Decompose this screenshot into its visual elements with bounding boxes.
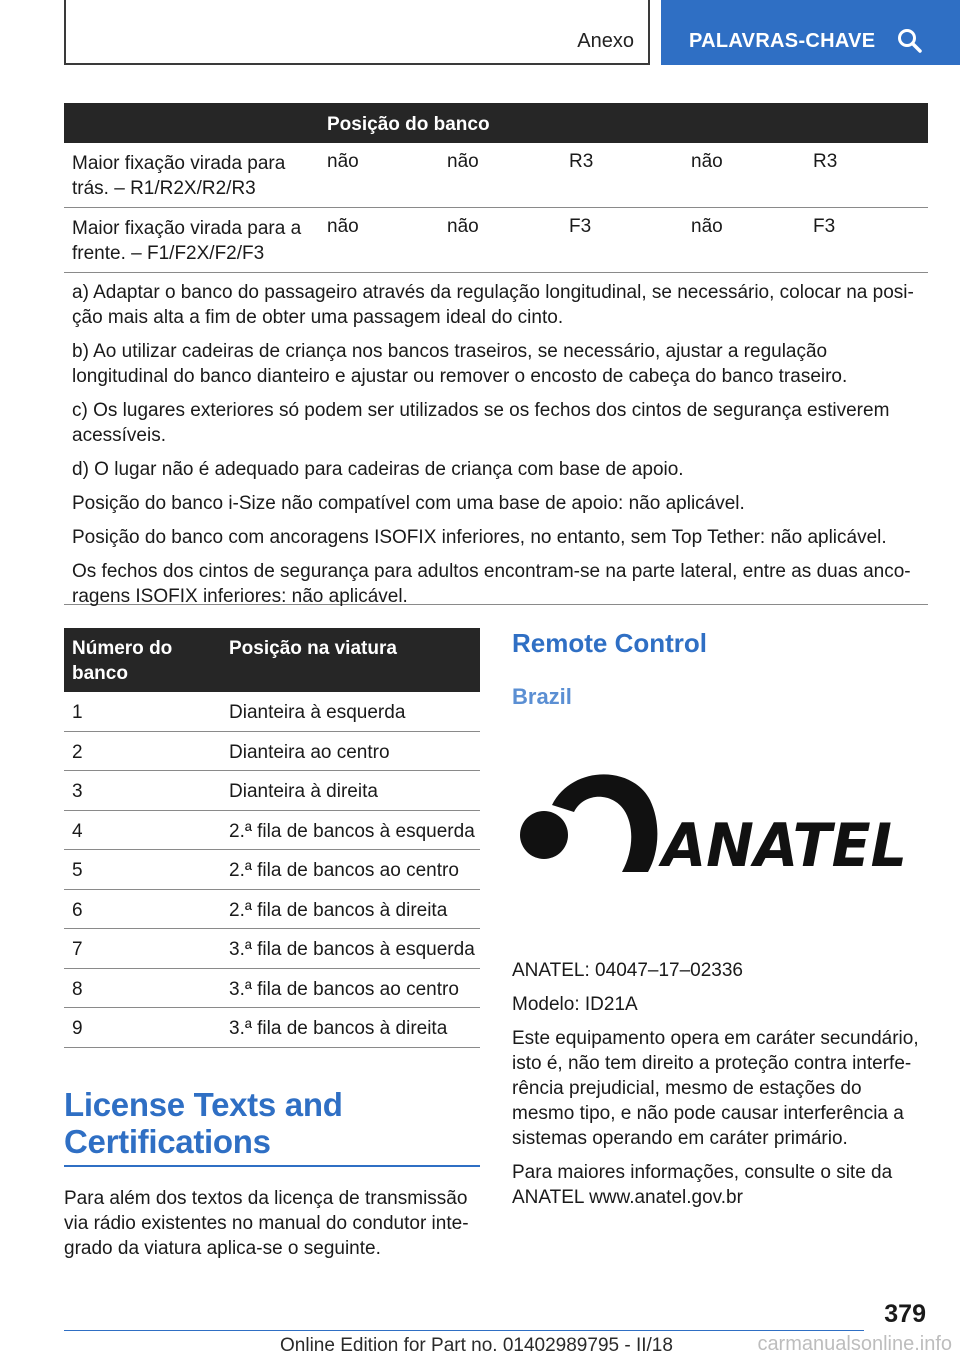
anatel-website-info: Para maiores informações, consulte o site da ANATEL www.anatel.gov.br [512, 1162, 893, 1208]
page-number: 379 [884, 1300, 926, 1328]
vehicle-position-column-header: Posição na viatura [229, 638, 397, 659]
table-row [64, 732, 480, 772]
keywords-button[interactable] [661, 0, 960, 65]
cell-value: não [327, 216, 359, 237]
brazil-subtitle: Brazil [512, 684, 572, 709]
cell-value: não [447, 151, 479, 172]
seat-position: 2.ª fila de bancos à esquerda [229, 820, 475, 842]
anatel-statement: Este equipamento opera em caráter secundário, isto é, não tem direito a proteção contra interfe-rência prejudicial, mesmo de estações do mesmo tipo, e não pode causar interferência a sistemas operando em caráter primário. [512, 1028, 919, 1149]
seat-position-table-header [64, 103, 928, 143]
note-d: d) O lugar não é adequado para cadeiras de criança com base de apoio. [72, 459, 684, 480]
note-c: c) Os lugares exteriores só podem ser utilizados se os fechos dos cintos de segurança estiverem acessíveis. [72, 400, 890, 446]
remote-control-title: Remote Control [512, 628, 707, 658]
seat-position: 3.ª fila de bancos à esquerda [229, 939, 475, 960]
table-row [64, 1008, 480, 1048]
table-row [64, 208, 928, 273]
anatel-logo [512, 770, 912, 880]
anatel-logo-text: ANATEL [658, 811, 907, 880]
seat-number: 6 [72, 899, 83, 921]
anatel-info [512, 958, 928, 1219]
table-row [64, 811, 480, 851]
seat-position: Dianteira à direita [229, 781, 378, 802]
watermark: carmanualsonline.info [757, 1333, 952, 1355]
title-divider [64, 1165, 480, 1167]
seat-number: 1 [72, 702, 83, 723]
cell-value: F3 [813, 216, 836, 237]
cell-value: não [691, 216, 723, 237]
seat-position-header-label: Posição do banco [327, 114, 490, 135]
seat-number: 2 [72, 741, 83, 763]
anatel-code: ANATEL: 04047–17–02336 [512, 960, 743, 981]
table-row [64, 771, 480, 811]
seat-number: 9 [72, 1018, 83, 1039]
search-icon [897, 28, 923, 54]
row-label: Maior fixação virada para a frente. – F1/F2X/F2/F3 [72, 218, 302, 264]
table-row [64, 969, 480, 1009]
table-row [64, 850, 480, 890]
header-section-tab [64, 0, 650, 65]
seat-position: 2.ª fila de bancos ao centro [229, 860, 459, 881]
seat-number: 3 [72, 781, 83, 802]
table-notes [64, 272, 928, 605]
table-row [64, 143, 928, 208]
table-row [64, 890, 480, 930]
note-belts: Os fechos dos cintos de segurança para adultos encontram-se na parte lateral, entre as duas anco-ragens ISOFIX inferiores: não aplicável. [72, 561, 911, 607]
seat-position: 3.ª fila de bancos à direita [229, 1018, 448, 1039]
section-label: Anexo [577, 30, 634, 52]
note-isofix: Posição do banco com ancoragens ISOFIX inferiores, no entanto, sem Top Tether: não aplicável. [72, 527, 887, 548]
cell-value: F3 [569, 216, 592, 237]
cell-value: não [327, 151, 359, 172]
table-row [64, 692, 480, 732]
seat-position: Dianteira à esquerda [229, 702, 406, 723]
edition-text: Online Edition for Part no. 01402989795 - II/18 [280, 1335, 673, 1356]
seat-position: Dianteira ao centro [229, 741, 390, 763]
cell-value: R3 [569, 151, 594, 172]
seat-number-table-header [64, 628, 480, 692]
table-row [64, 929, 480, 969]
footer-divider [64, 1330, 864, 1331]
note-isize: Posição do banco i-Size não compatível com uma base de apoio: não aplicável. [72, 493, 745, 514]
license-section-title: License Texts and Certifications [64, 1086, 343, 1160]
note-a: a) Adaptar o banco do passageiro através da regulação longitudinal, se necessário, colocar na posi-ção mais alta a fim de obter uma passagem ideal do cinto. [72, 282, 914, 328]
keywords-label: PALAVRAS-CHAVE [689, 30, 876, 52]
seat-number-column-header: Número do banco [72, 638, 173, 684]
seat-number: 5 [72, 860, 83, 881]
seat-number: 8 [72, 978, 83, 1000]
cell-value: não [691, 151, 723, 172]
note-b: b) Ao utilizar cadeiras de criança nos bancos traseiros, se necessário, ajustar a regulação longitudinal do banco dianteiro e ajustar ou remover o encosto de cabeça do banco traseiro. [72, 341, 848, 387]
seat-position: 3.ª fila de bancos ao centro [229, 978, 459, 1000]
license-intro-text: Para além dos textos da licença de transmissão via rádio existentes no manual do condutor inte-grado da viatura aplica-se o seguinte. [64, 1188, 469, 1259]
cell-value: não [447, 216, 479, 237]
model-number: Modelo: ID21A [512, 994, 638, 1015]
seat-number: 4 [72, 820, 83, 842]
cell-value: R3 [813, 151, 838, 172]
seat-number: 7 [72, 939, 83, 960]
seat-position: 2.ª fila de bancos à direita [229, 899, 448, 921]
row-label: Maior fixação virada para trás. – R1/R2X/R2/R3 [72, 153, 286, 199]
